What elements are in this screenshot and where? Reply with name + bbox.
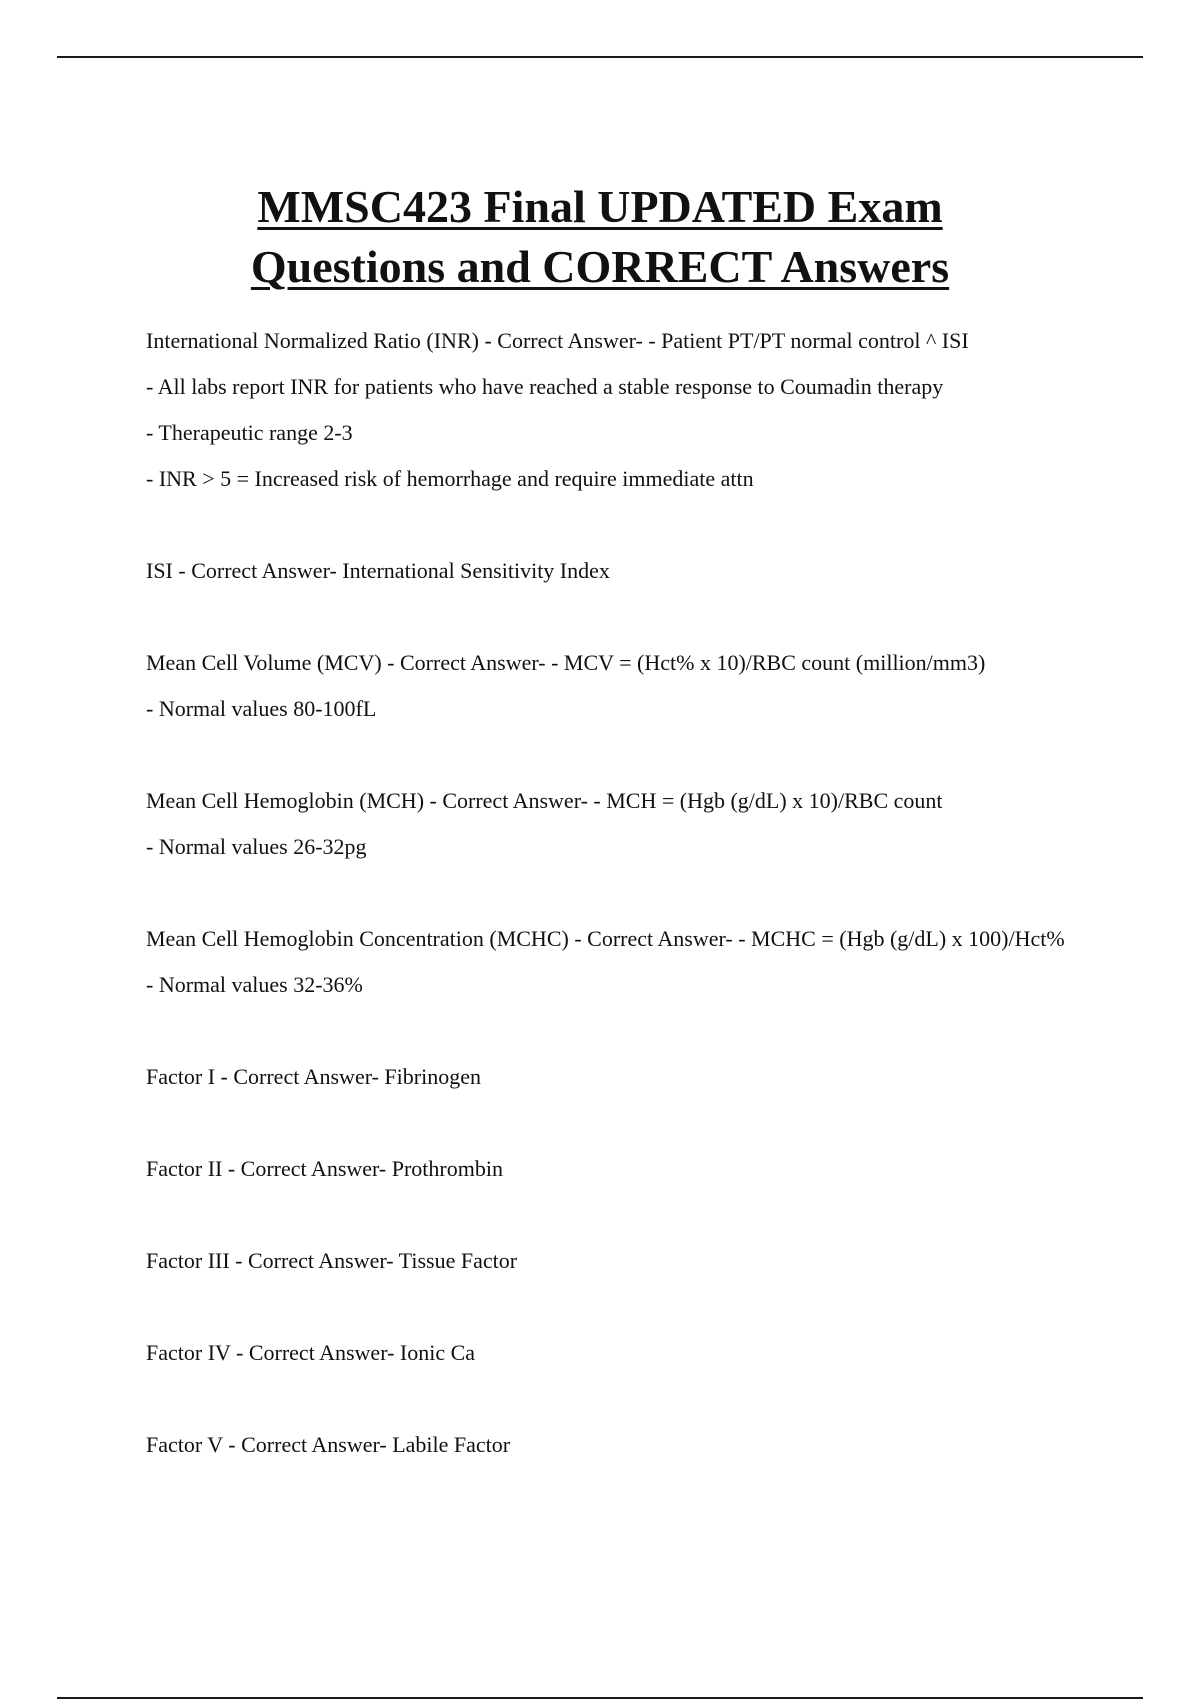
entry-detail: - Normal values 32-36% [146, 972, 363, 997]
title-line-2: Questions and CORRECT Answers [250, 240, 950, 292]
entry-term: Factor V - Correct Answer- Labile Factor [146, 1432, 511, 1457]
entry-detail: - All labs report INR for patients who have reached a stable response to Coumadin therapy [146, 374, 944, 399]
qa-entry-inr [146, 326, 1066, 493]
document-title [0, 177, 1200, 297]
header-rule [57, 56, 1143, 58]
qa-entry-factor-ii [146, 1154, 1066, 1183]
entry-detail: - Therapeutic range 2-3 [146, 420, 353, 445]
qa-entry-factor-i [146, 1062, 1066, 1091]
entry-term: Factor IV - Correct Answer- Ionic Ca [146, 1340, 476, 1365]
title-line-1: MMSC423 Final UPDATED Exam [257, 180, 943, 232]
qa-entry-factor-v [146, 1430, 1066, 1459]
qa-entry-mchc [146, 924, 1066, 999]
entry-term: International Normalized Ratio (INR) - Correct Answer- - Patient PT/PT normal control ^ ISI [146, 328, 969, 353]
qa-entry-mch [146, 786, 1066, 861]
footer-rule [57, 1697, 1143, 1699]
entry-term: Factor II - Correct Answer- Prothrombin [146, 1156, 503, 1181]
qa-entry-factor-iii [146, 1246, 1066, 1275]
entry-term: Mean Cell Volume (MCV) - Correct Answer- - MCV = (Hct% x 10)/RBC count (million/mm3) [146, 650, 986, 675]
qa-entry-mcv [146, 648, 1066, 723]
entry-term: Factor III - Correct Answer- Tissue Factor [146, 1248, 518, 1273]
qa-entry-isi [146, 556, 1066, 585]
entry-term: Mean Cell Hemoglobin (MCH) - Correct Answer- - MCH = (Hgb (g/dL) x 10)/RBC count [146, 788, 943, 813]
qa-list [146, 326, 1066, 1522]
entry-detail: - Normal values 26-32pg [146, 834, 367, 859]
entry-detail: - Normal values 80-100fL [146, 696, 377, 721]
entry-term: Mean Cell Hemoglobin Concentration (MCHC) - Correct Answer- - MCHC = (Hgb (g/dL) x 100)/Hct% [146, 926, 1065, 951]
entry-term: Factor I - Correct Answer- Fibrinogen [146, 1064, 481, 1089]
qa-entry-factor-iv [146, 1338, 1066, 1367]
entry-term: ISI - Correct Answer- International Sensitivity Index [146, 558, 610, 583]
entry-detail: - INR > 5 = Increased risk of hemorrhage and require immediate attn [146, 466, 754, 491]
